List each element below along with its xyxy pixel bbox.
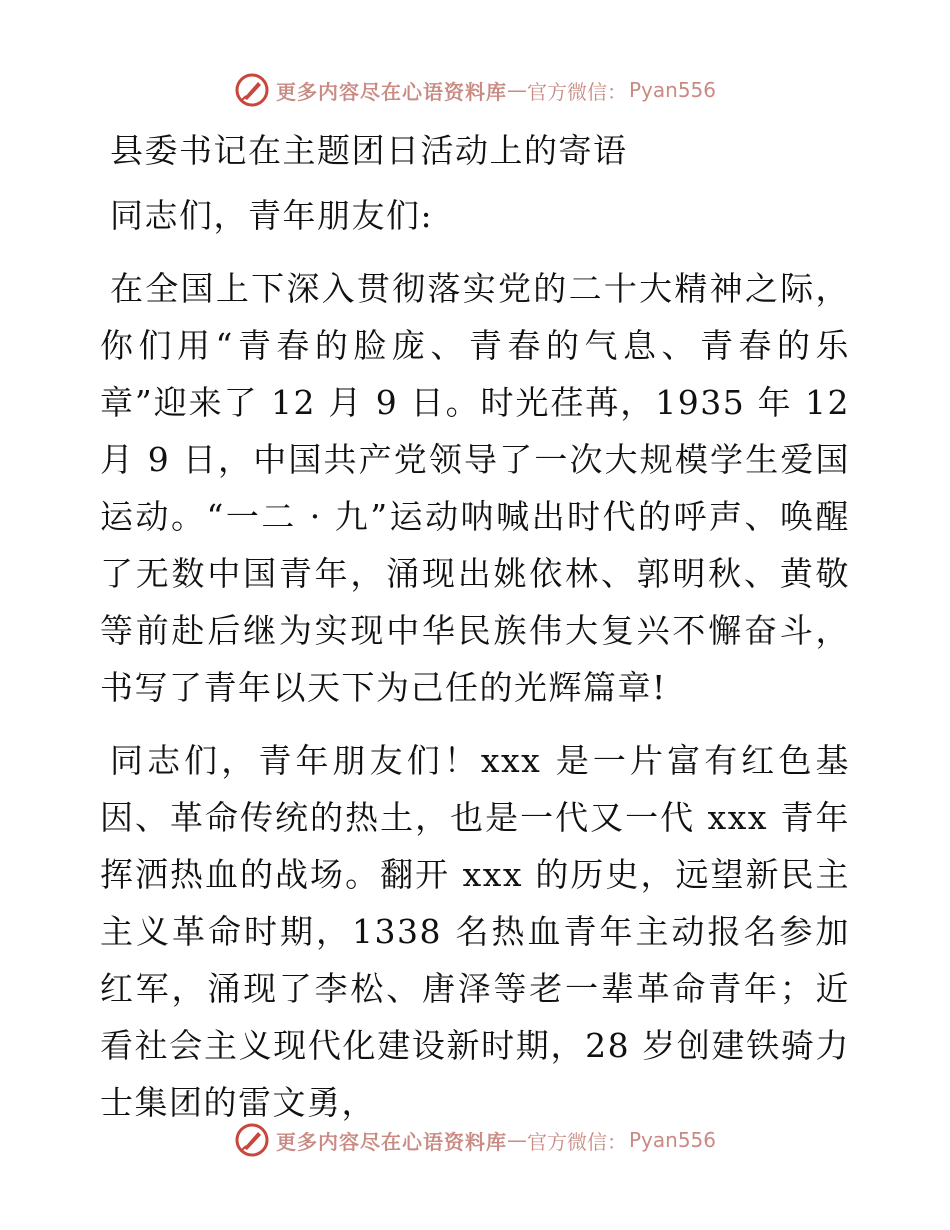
banner-wechat-id: Pyan556 <box>628 1128 716 1152</box>
banner-wechat-id: Pyan556 <box>628 78 716 102</box>
paragraph-text: 同志们，青年朋友们！xxx 是一片富有红色基因、革命传统的热土，也是一代又一代 xxx 青年挥洒热血的战场。翻开 xxx 的历史，远望新民主主义革命时期，1338 名热血青年主动报名参加红军，涌现了李松、唐泽等老一辈革命青年；近看社会主义现代化建设新时期，28 岁创建铁骑力士集团的雷文勇， <box>100 741 850 1122</box>
footer-watermark-banner <box>0 1120 950 1160</box>
banner-wechat-label: 官方微信： <box>526 79 627 104</box>
paragraph-text: 在全国上下深入贯彻落实党的二十大精神之际，你们用“青春的脸庞、青春的气息、青春的乐章”迎来了 12 月 9 日。时光荏苒，1935 年 12 月 9 日，中国共产党领导了一次大规模学生爱国运动。“一二 · 九”运动呐喊出时代的呼声、唤醒了无数中国青年，涌现出姚依林、郭明秋、黄敬等前赴后继为实现中华民族伟大复兴不懈奋斗，书写了青年以天下为己任的光辉篇章! <box>100 269 850 707</box>
document-paragraph <box>100 260 850 716</box>
document-paragraph <box>100 732 850 1131</box>
banner-separator: — <box>506 78 527 102</box>
red-quill-seal-icon <box>234 1122 270 1158</box>
banner-wechat-label: 官方微信： <box>526 1129 627 1154</box>
document-greeting: 同志们，青年朋友们: <box>110 196 434 235</box>
banner-separator: — <box>506 1128 527 1152</box>
red-quill-seal-icon <box>234 72 270 108</box>
banner-text: 更多内容尽在心语资料库 <box>275 1129 507 1154</box>
header-watermark-banner <box>0 70 950 110</box>
document-title: 县委书记在主题团日活动上的寄语 <box>110 131 628 170</box>
document-body <box>100 122 850 1147</box>
banner-text: 更多内容尽在心语资料库 <box>275 79 507 104</box>
